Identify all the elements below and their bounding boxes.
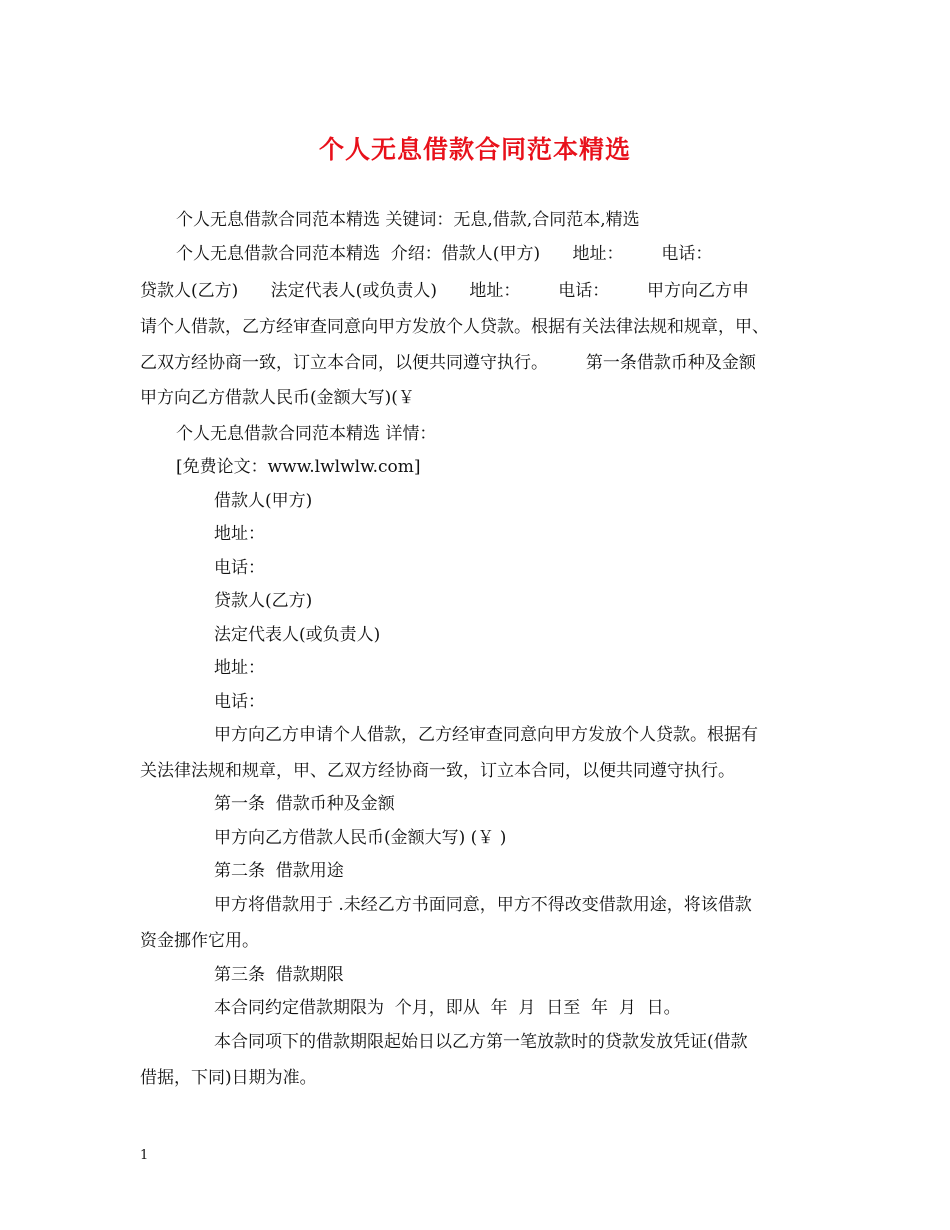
body-paragraph: 甲方向乙方借款人民币(金额大写) (￥ ) — [214, 828, 507, 848]
phone-label: 电话： — [214, 692, 265, 712]
intro-line: 乙双方经协商一致，订立本合同，以便共同遵守执行。 第一条借款币种及金额 — [140, 353, 756, 373]
lender-label: 贷款人(乙方) — [214, 591, 313, 611]
article-heading: 第二条 借款用途 — [214, 861, 344, 881]
source-note: [免费论文：www.lwlwlw.com] — [176, 457, 421, 477]
borrower-label: 借款人(甲方) — [214, 491, 313, 511]
body-paragraph: 甲方将借款用于 .未经乙方书面同意，甲方不得改变借款用途，将该借款 — [214, 895, 752, 915]
address-label: 地址： — [214, 658, 265, 678]
article-heading: 第一条 借款币种及金额 — [214, 794, 395, 814]
page-number: 1 — [140, 1148, 149, 1163]
intro-line: 个人无息借款合同范本精选 介绍：借款人(甲方) 地址： 电话： — [176, 244, 713, 264]
body-paragraph: 本合同约定借款期限为 个月，即从 年 月 日至 年 月 日。 — [214, 998, 681, 1018]
article-heading: 第三条 借款期限 — [214, 965, 344, 985]
document-title: 个人无息借款合同范本精选 — [318, 135, 631, 164]
body-paragraph: 关法律法规和规章，甲、乙双方经协商一致，订立本合同，以便共同遵守执行。 — [140, 761, 735, 781]
intro-line: 请个人借款，乙方经审查同意向甲方发放个人贷款。根据有关法律法规和规章，甲、 — [140, 317, 769, 337]
body-paragraph: 本合同项下的借款期限起始日以乙方第一笔放款时的贷款发放凭证(借款 — [214, 1032, 748, 1052]
legal-rep-label: 法定代表人(或负责人) — [214, 625, 381, 645]
body-paragraph: 资金挪作它用。 — [140, 931, 259, 951]
keywords-line: 个人无息借款合同范本精选 关键词：无息,借款,合同范本,精选 — [176, 210, 640, 230]
phone-label: 电话： — [214, 558, 265, 578]
body-paragraph: 甲方向乙方申请个人借款，乙方经审查同意向甲方发放个人贷款。根据有 — [214, 725, 758, 745]
address-label: 地址： — [214, 524, 265, 544]
intro-line: 甲方向乙方借款人民币(金额大写)(￥ — [140, 388, 415, 408]
details-heading: 个人无息借款合同范本精选 详情： — [176, 424, 437, 444]
intro-line: 贷款人(乙方) 法定代表人(或负责人) 地址： 电话： 甲方向乙方申 — [140, 281, 750, 301]
body-paragraph: 借据，下同)日期为准。 — [140, 1068, 317, 1088]
